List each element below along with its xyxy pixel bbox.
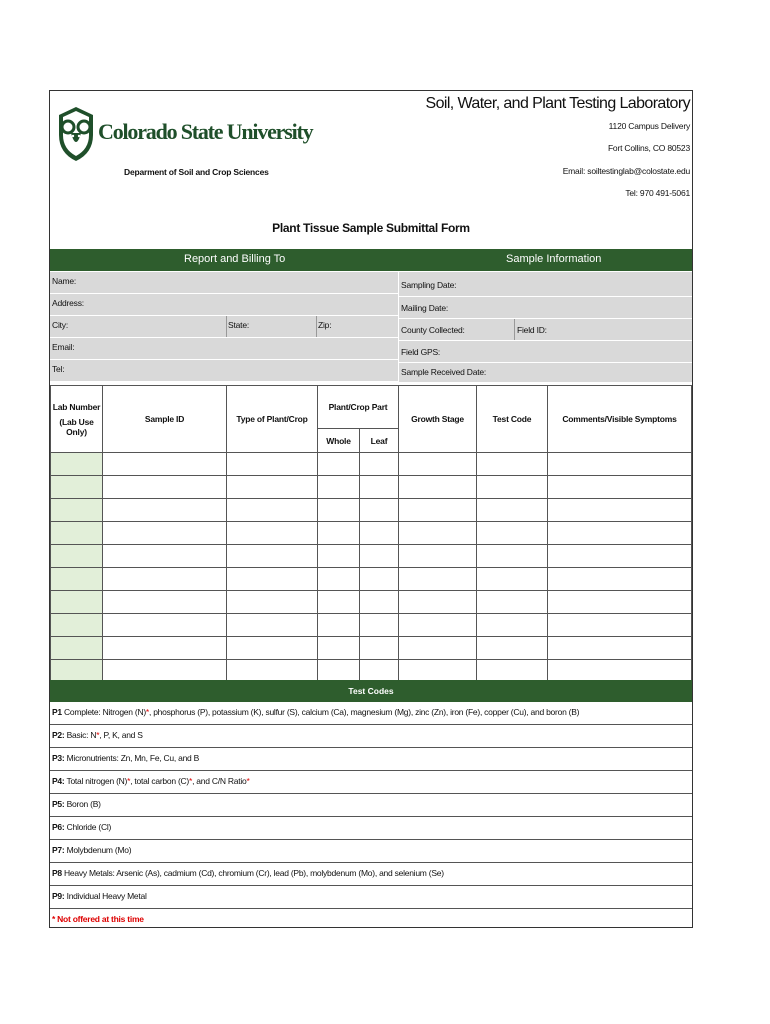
lab-number-cell	[50, 521, 103, 545]
submittal-form	[49, 90, 693, 928]
table-cell[interactable]	[476, 475, 548, 499]
table-cell[interactable]	[398, 636, 477, 660]
table-cell[interactable]	[226, 590, 318, 614]
email-field[interactable]	[50, 338, 398, 360]
table-cell[interactable]	[102, 544, 227, 568]
table-cell[interactable]	[398, 521, 477, 545]
test-code-id: P7:	[52, 845, 65, 855]
sampling-date-label: Sampling Date:	[401, 280, 457, 290]
lab-number-cell	[50, 498, 103, 522]
city-label: City:	[52, 320, 69, 330]
col-plant-type: Type of Plant/Crop	[226, 385, 318, 453]
table-cell[interactable]	[226, 452, 318, 476]
test-code-description: Individual Heavy Metal	[64, 891, 147, 901]
table-cell[interactable]	[398, 452, 477, 476]
test-code-id: P9:	[52, 891, 65, 901]
name-label: Name:	[52, 276, 77, 286]
table-cell[interactable]	[547, 613, 692, 637]
lab-number-cell	[50, 590, 103, 614]
table-cell[interactable]	[547, 521, 692, 545]
test-code-row	[50, 702, 692, 725]
table-cell[interactable]	[398, 590, 477, 614]
table-cell[interactable]	[476, 498, 548, 522]
lab-number-cell	[50, 613, 103, 637]
field-gps-field[interactable]	[399, 341, 692, 363]
test-code-row	[50, 863, 692, 886]
field-id-label: Field ID:	[517, 325, 547, 335]
field-gps-label: Field GPS:	[401, 347, 441, 357]
lab-email: Email: soiltestinglab@colostate.edu	[562, 166, 690, 176]
col-plant-part: Plant/Crop Part	[317, 385, 399, 429]
col-growth-stage: Growth Stage	[398, 385, 477, 453]
department-name: Deparment of Soil and Crop Sciences	[124, 167, 269, 177]
test-code-description: , total carbon (C)	[130, 776, 190, 786]
test-code-id: P1	[52, 707, 62, 717]
test-code-id: P6:	[52, 822, 65, 832]
col-leaf: Leaf	[359, 428, 399, 453]
test-code-description: Total nitrogen (N)	[64, 776, 128, 786]
lab-number-heading: Lab Number	[52, 401, 101, 412]
test-code-row	[50, 817, 692, 840]
table-cell[interactable]	[359, 521, 399, 545]
table-cell[interactable]	[398, 613, 477, 637]
sampling-date-field[interactable]	[399, 272, 692, 297]
table-cell[interactable]	[102, 613, 227, 637]
col-comments: Comments/Visible Symptoms	[547, 385, 692, 453]
table-cell[interactable]	[317, 521, 360, 545]
table-cell[interactable]	[102, 498, 227, 522]
table-cell[interactable]	[359, 567, 399, 591]
zip-label: Zip:	[318, 320, 332, 330]
lab-use-only-note: (Lab Use Only)	[59, 416, 94, 437]
not-offered-footnote: * Not offered at this time	[52, 914, 144, 924]
table-cell[interactable]	[547, 636, 692, 660]
county-label: County Collected:	[401, 325, 465, 335]
received-date-field[interactable]	[399, 363, 692, 383]
test-code-id: P4:	[52, 776, 65, 786]
table-cell[interactable]	[102, 475, 227, 499]
test-code-description: Heavy Metals: Arsenic (As), cadmium (Cd), chromium (Cr), lead (Pb), molybdenum (Mo), and selenium (Se)	[61, 868, 444, 878]
table-cell[interactable]	[317, 544, 360, 568]
table-cell[interactable]	[359, 498, 399, 522]
test-code-description: Basic: N	[64, 730, 97, 740]
not-offered-marker: *	[127, 776, 131, 786]
col-test-code: Test Code	[476, 385, 548, 453]
table-cell[interactable]	[398, 567, 477, 591]
name-field[interactable]	[50, 272, 398, 294]
lab-number-cell	[50, 544, 103, 568]
table-cell[interactable]	[476, 544, 548, 568]
table-cell[interactable]	[359, 636, 399, 660]
test-code-row	[50, 748, 692, 771]
lab-number-cell	[50, 567, 103, 591]
test-code-description: Molybdenum (Mo)	[64, 845, 132, 855]
table-cell[interactable]	[547, 475, 692, 499]
table-cell[interactable]	[102, 636, 227, 660]
table-cell[interactable]	[359, 452, 399, 476]
table-cell[interactable]	[398, 544, 477, 568]
table-cell[interactable]	[359, 590, 399, 614]
col-lab-number	[50, 385, 103, 453]
table-cell[interactable]	[226, 567, 318, 591]
address-label: Address:	[52, 298, 84, 308]
col-sample-id: Sample ID	[102, 385, 227, 453]
table-cell[interactable]	[317, 498, 360, 522]
not-offered-marker: *	[145, 707, 149, 717]
received-date-label: Sample Received Date:	[401, 367, 487, 377]
table-cell[interactable]	[476, 590, 548, 614]
test-codes-header: Test Codes	[50, 680, 692, 702]
table-cell[interactable]	[398, 498, 477, 522]
lab-address-line1: 1120 Campus Delivery	[608, 121, 690, 131]
sample-info-section-title: Sample Information	[506, 253, 602, 265]
table-cell[interactable]	[317, 590, 360, 614]
not-offered-marker: *	[189, 776, 193, 786]
table-cell[interactable]	[547, 567, 692, 591]
lab-phone: Tel: 970 491-5061	[625, 188, 690, 198]
test-code-row	[50, 771, 692, 794]
not-offered-marker: *	[246, 776, 250, 786]
table-cell[interactable]	[317, 636, 360, 660]
not-offered-marker: *	[96, 730, 100, 740]
table-cell[interactable]	[317, 567, 360, 591]
table-cell[interactable]	[102, 567, 227, 591]
test-code-id: P5:	[52, 799, 65, 809]
test-code-description: Chloride (Cl)	[64, 822, 112, 832]
tel-label: Tel:	[52, 364, 65, 374]
table-cell[interactable]	[317, 475, 360, 499]
lab-number-cell	[50, 636, 103, 660]
test-code-row	[50, 794, 692, 817]
lab-name: Soil, Water, and Plant Testing Laboratory	[425, 95, 690, 112]
table-cell[interactable]	[398, 475, 477, 499]
test-code-description: , phosphorus (P), potassium (K), sulfur (S), calcium (Ca), magnesium (Mg), zinc (Zn), iron (Fe), copper (Cu), and boron (B)	[148, 707, 580, 717]
table-cell[interactable]	[476, 521, 548, 545]
test-code-description: , and C/N Ratio	[192, 776, 247, 786]
test-code-id: P8	[52, 868, 62, 878]
table-cell[interactable]	[476, 613, 548, 637]
tel-field[interactable]	[50, 360, 398, 382]
billing-section-title: Report and Billing To	[184, 253, 286, 265]
county-fieldid-row	[399, 319, 692, 341]
table-cell[interactable]	[359, 544, 399, 568]
table-cell[interactable]	[226, 613, 318, 637]
table-cell[interactable]	[226, 544, 318, 568]
email-label: Email:	[52, 342, 75, 352]
form-title: Plant Tissue Sample Submittal Form	[272, 221, 470, 235]
ram-icon	[56, 105, 96, 163]
table-cell[interactable]	[102, 521, 227, 545]
test-code-description: Boron (B)	[64, 799, 101, 809]
lab-number-cell	[50, 452, 103, 476]
lab-address-line2: Fort Collins, CO 80523	[607, 143, 690, 153]
test-code-description: Micronutrients: Zn, Mn, Fe, Cu, and B	[64, 753, 200, 763]
state-label: State:	[228, 320, 250, 330]
test-code-row	[50, 886, 692, 909]
address-field[interactable]	[50, 294, 398, 316]
mailing-date-field[interactable]	[399, 297, 692, 319]
test-code-row	[50, 840, 692, 863]
table-cell[interactable]	[476, 567, 548, 591]
table-cell[interactable]	[226, 475, 318, 499]
test-code-id: P3:	[52, 753, 65, 763]
table-cell[interactable]	[317, 613, 360, 637]
table-cell[interactable]	[547, 498, 692, 522]
table-cell[interactable]	[226, 498, 318, 522]
section-header-bar	[50, 249, 692, 271]
table-cell[interactable]	[226, 521, 318, 545]
table-cell[interactable]	[547, 590, 692, 614]
table-cell[interactable]	[476, 452, 548, 476]
table-cell[interactable]	[359, 613, 399, 637]
table-cell[interactable]	[317, 452, 360, 476]
table-cell[interactable]	[547, 544, 692, 568]
test-code-row	[50, 725, 692, 748]
test-code-description: Complete: Nitrogen (N)	[61, 707, 146, 717]
table-cell[interactable]	[547, 452, 692, 476]
table-cell[interactable]	[102, 452, 227, 476]
col-whole: Whole	[317, 428, 360, 453]
table-cell[interactable]	[102, 590, 227, 614]
table-cell[interactable]	[359, 475, 399, 499]
university-wordmark: Colorado State University	[98, 119, 313, 144]
test-code-description: , P, K, and S	[99, 730, 143, 740]
city-state-zip-row	[50, 316, 398, 338]
university-logo	[56, 105, 313, 165]
table-cell[interactable]	[226, 636, 318, 660]
test-code-id: P2:	[52, 730, 65, 740]
lab-number-cell	[50, 475, 103, 499]
table-cell[interactable]	[476, 636, 548, 660]
mailing-date-label: Mailing Date:	[401, 303, 449, 313]
